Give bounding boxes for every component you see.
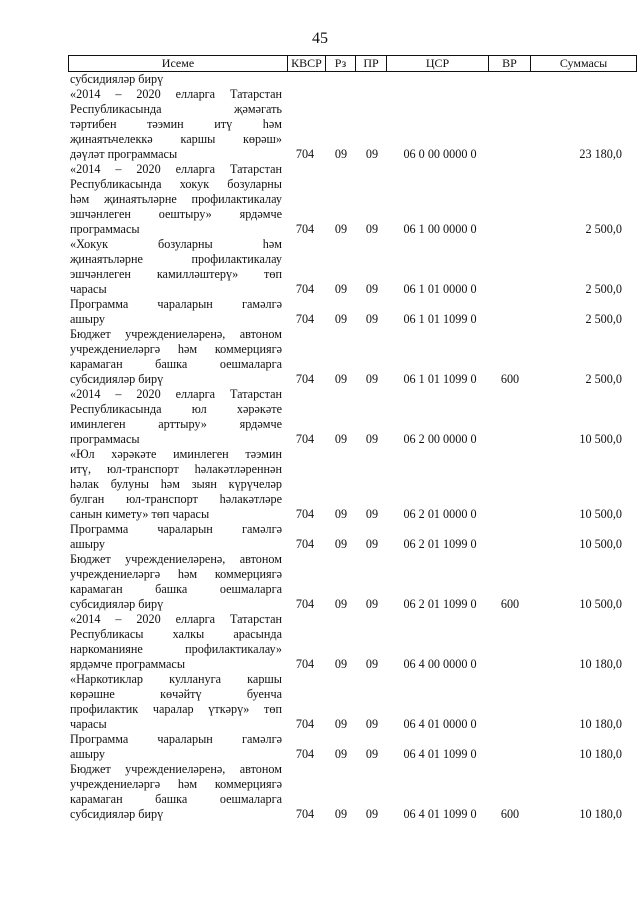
row-sum: 2 500,0: [585, 282, 622, 296]
table-row: [0, 72, 640, 87]
row-name-line: җинаятьчелеккә каршы көрәш»: [70, 132, 282, 146]
row-name-line: дәүләт программасы: [70, 147, 178, 161]
table-row: [0, 552, 640, 612]
row-csr: 06 4 01 0000 0: [403, 717, 477, 731]
row-kvsr: 704: [295, 222, 315, 236]
table-row: [0, 327, 640, 387]
row-name-line: итү, юл-транспорт һәлакәтләреннән: [70, 462, 282, 476]
row-name-line: Программа чараларын гамәлгә: [70, 522, 282, 536]
row-name-line: карамаган башка оешмаларга: [70, 582, 282, 596]
row-name-line: субсидияләр бирү: [70, 807, 164, 821]
row-name-line: булган юл-транспорт һәлакәтләре: [70, 492, 282, 506]
row-name-line: Республикасында җәмәгать: [70, 102, 282, 116]
row-name-line: һәлак булуны һәм зыян күрүчеләр: [70, 477, 282, 491]
row-name-line: һәм җинаятьләрне профилактикалау: [70, 192, 282, 206]
row-name-line: санын кимету» төп чарасы: [70, 507, 210, 521]
row-kvsr: 704: [295, 372, 315, 386]
row-kvsr: 704: [295, 147, 315, 161]
row-name-line: Бюджет учреждениеләренә, автоном: [70, 552, 282, 566]
row-csr: 06 2 00 0000 0: [403, 432, 477, 446]
row-name-line: көрәшне көчәйтү буенча: [70, 687, 282, 701]
row-csr: 06 2 01 1099 0: [403, 597, 477, 611]
row-vr: 600: [500, 372, 520, 386]
row-kvsr: 704: [295, 657, 315, 671]
row-name: [70, 297, 282, 327]
row-name: [70, 672, 282, 732]
row-kvsr: 704: [295, 537, 315, 551]
row-pr: 09: [365, 747, 379, 761]
row-name: [70, 327, 282, 387]
row-name-line: учреждениеләргә һәм коммерциягә: [70, 777, 282, 791]
row-name-line: «Хокук бозуларны һәм: [70, 237, 282, 251]
row-rz: 09: [334, 372, 348, 386]
header-sum: Суммасы: [530, 56, 636, 71]
row-name-line: Программа чараларын гамәлгә: [70, 732, 282, 746]
row-rz: 09: [334, 717, 348, 731]
row-name-line: «2014 – 2020 елларга Татарстан: [70, 612, 282, 626]
row-pr: 09: [365, 222, 379, 236]
row-name-line: Республикасында юл хәрәкәте: [70, 402, 282, 416]
header-pr: ПР: [355, 56, 386, 71]
row-sum: 10 500,0: [579, 507, 622, 521]
page-number: 45: [312, 30, 328, 47]
row-sum: 10 500,0: [579, 537, 622, 551]
row-name-line: субсидияләр бирү: [70, 597, 164, 611]
row-name-line: учреждениеләргә һәм коммерциягә: [70, 567, 282, 581]
row-rz: 09: [334, 147, 348, 161]
row-csr: 06 0 00 0000 0: [403, 147, 477, 161]
row-name-line: наркоманияне профилактикалау»: [70, 642, 282, 656]
row-rz: 09: [334, 282, 348, 296]
row-name: [70, 237, 282, 297]
row-name-line: Республикасында хокук бозуларны: [70, 177, 282, 191]
row-sum: 10 180,0: [579, 657, 622, 671]
row-rz: 09: [334, 657, 348, 671]
row-vr: 600: [500, 807, 520, 821]
row-name-line: тәртибен тәэмин итү һәм: [70, 117, 282, 131]
row-name-line: карамаган башка оешмаларга: [70, 357, 282, 371]
row-vr: 600: [500, 597, 520, 611]
table-row: [0, 237, 640, 297]
row-name-line: профилактик чаралар үткәрү» төп: [70, 702, 282, 716]
table-header: [68, 55, 637, 72]
row-name-line: «2014 – 2020 елларга Татарстан: [70, 162, 282, 176]
row-rz: 09: [334, 537, 348, 551]
row-rz: 09: [334, 222, 348, 236]
row-sum: 10 500,0: [579, 432, 622, 446]
row-pr: 09: [365, 507, 379, 521]
row-name: [70, 762, 282, 822]
row-name-line: «Юл хәрәкәте иминлеген тәэмин: [70, 447, 282, 461]
table-row: [0, 387, 640, 447]
row-kvsr: 704: [295, 717, 315, 731]
row-sum: 10 500,0: [579, 597, 622, 611]
row-name: [70, 72, 282, 87]
row-sum: 2 500,0: [585, 222, 622, 236]
row-name-line: Республикасы халкы арасында: [70, 627, 282, 641]
row-pr: 09: [365, 657, 379, 671]
table-row: [0, 522, 640, 552]
row-rz: 09: [334, 432, 348, 446]
row-rz: 09: [334, 312, 348, 326]
row-name: [70, 552, 282, 612]
header-name: Исеме: [161, 56, 195, 70]
row-rz: 09: [334, 597, 348, 611]
row-name-line: җинаятьләрне профилактикалау: [70, 252, 282, 266]
row-name-line: «2014 – 2020 елларга Татарстан: [70, 87, 282, 101]
header-csr: ЦСР: [386, 56, 488, 71]
row-pr: 09: [365, 372, 379, 386]
table-row: [0, 162, 640, 237]
table-row: [0, 297, 640, 327]
row-name-line: Бюджет учреждениеләренә, автоном: [70, 762, 282, 776]
header-kvsr: КВСР: [287, 56, 325, 71]
row-sum: 10 180,0: [579, 717, 622, 731]
row-name-line: «2014 – 2020 елларга Татарстан: [70, 387, 282, 401]
row-name-line: ашыру: [70, 312, 106, 326]
row-rz: 09: [334, 507, 348, 521]
row-name-line: программасы: [70, 432, 140, 446]
row-csr: 06 1 01 0000 0: [403, 282, 477, 296]
row-kvsr: 704: [295, 507, 315, 521]
row-name-line: программасы: [70, 222, 140, 236]
row-pr: 09: [365, 537, 379, 551]
row-csr: 06 1 01 1099 0: [403, 312, 477, 326]
row-name-line: ярдәмче программасы: [70, 657, 186, 671]
table-row: [0, 732, 640, 762]
row-kvsr: 704: [295, 432, 315, 446]
row-sum: 10 180,0: [579, 807, 622, 821]
row-pr: 09: [365, 282, 379, 296]
row-kvsr: 704: [295, 747, 315, 761]
row-rz: 09: [334, 747, 348, 761]
row-name: [70, 522, 282, 552]
row-pr: 09: [365, 312, 379, 326]
row-kvsr: 704: [295, 312, 315, 326]
row-name-line: Программа чараларын гамәлгә: [70, 297, 282, 311]
table-row: [0, 87, 640, 162]
row-name: [70, 612, 282, 672]
row-name: [70, 87, 282, 162]
row-csr: 06 2 01 1099 0: [403, 537, 477, 551]
row-name: [70, 732, 282, 762]
row-pr: 09: [365, 147, 379, 161]
row-csr: 06 1 01 1099 0: [403, 372, 477, 386]
row-name-line: ашыру: [70, 537, 106, 551]
row-name-line: иминлеген арттыру» ярдәмче: [70, 417, 282, 431]
row-name-line: чарасы: [70, 717, 107, 731]
row-name-line: карамаган башка оешмаларга: [70, 792, 282, 806]
header-rz: Рз: [325, 56, 355, 71]
row-name-line: эшчәнлеген оештыру» ярдәмче: [70, 207, 282, 221]
row-sum: 23 180,0: [579, 147, 622, 161]
table-row: [0, 447, 640, 522]
row-sum: 2 500,0: [585, 372, 622, 386]
row-name-line: чарасы: [70, 282, 107, 296]
row-name-line: субсидияләр бирү: [70, 372, 164, 386]
header-vr: ВР: [488, 56, 530, 71]
row-name-line: субсидияләр бирү: [70, 72, 164, 86]
row-pr: 09: [365, 597, 379, 611]
row-name-line: Бюджет учреждениеләренә, автоном: [70, 327, 282, 341]
row-sum: 10 180,0: [579, 747, 622, 761]
row-name: [70, 162, 282, 237]
row-pr: 09: [365, 717, 379, 731]
row-pr: 09: [365, 432, 379, 446]
row-name-line: учреждениеләргә һәм коммерциягә: [70, 342, 282, 356]
table-row: [0, 672, 640, 732]
row-csr: 06 1 00 0000 0: [403, 222, 477, 236]
table-row: [0, 762, 640, 822]
table-row: [0, 612, 640, 672]
row-name: [70, 387, 282, 447]
row-csr: 06 4 00 0000 0: [403, 657, 477, 671]
row-pr: 09: [365, 807, 379, 821]
row-csr: 06 4 01 1099 0: [403, 807, 477, 821]
row-rz: 09: [334, 807, 348, 821]
row-sum: 2 500,0: [585, 312, 622, 326]
row-kvsr: 704: [295, 597, 315, 611]
row-name: [70, 447, 282, 522]
row-csr: 06 2 01 0000 0: [403, 507, 477, 521]
row-name-line: «Наркотиклар куллануга каршы: [70, 672, 282, 686]
row-kvsr: 704: [295, 807, 315, 821]
row-name-line: эшчәнлеген камилләштерү» төп: [70, 267, 282, 281]
row-name-line: ашыру: [70, 747, 106, 761]
row-csr: 06 4 01 1099 0: [403, 747, 477, 761]
row-kvsr: 704: [295, 282, 315, 296]
table-body: [0, 72, 640, 902]
